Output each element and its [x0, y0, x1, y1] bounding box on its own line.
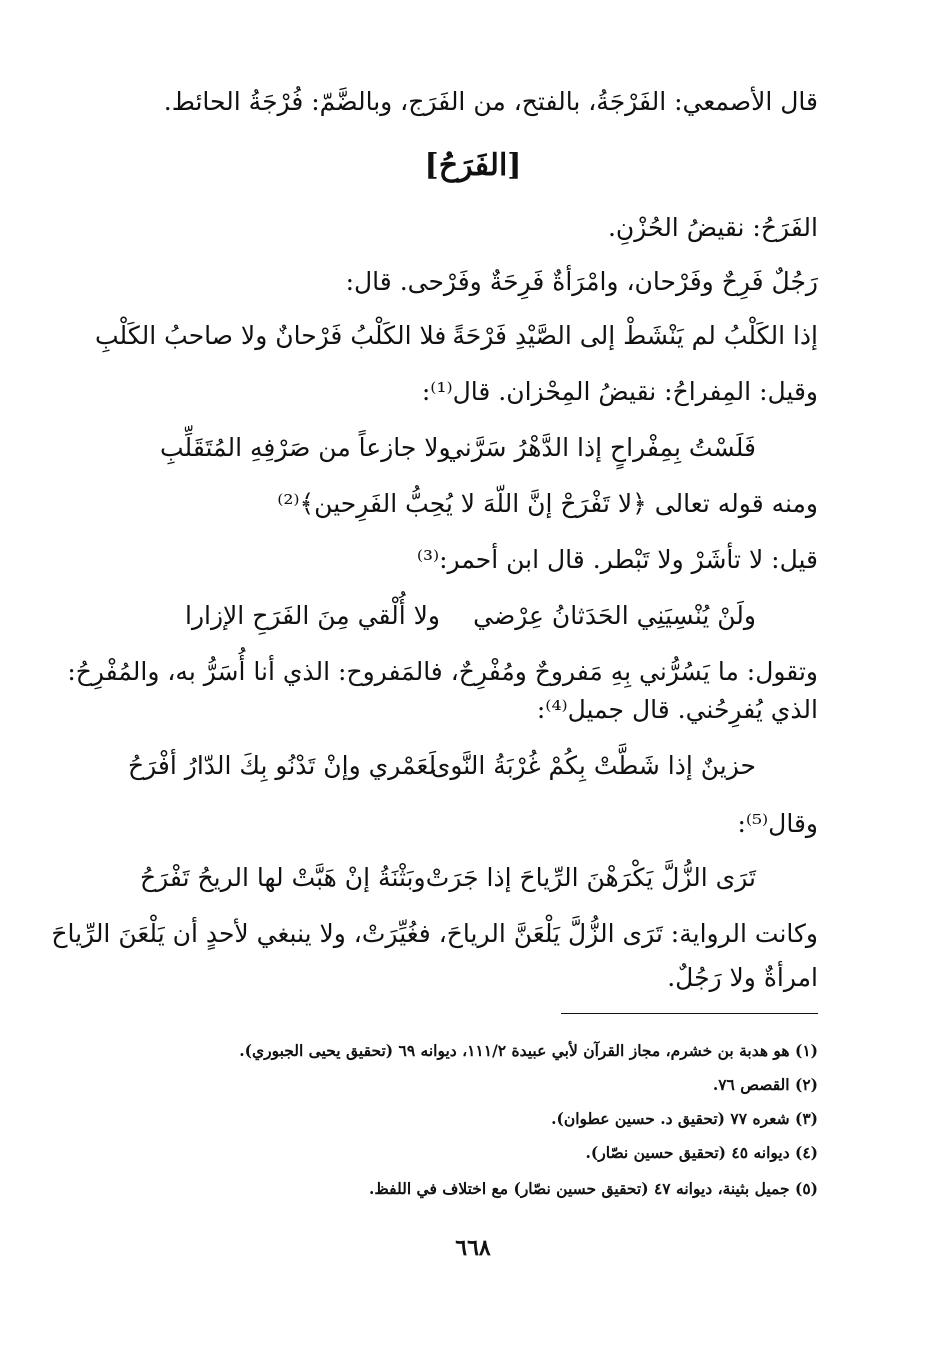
verse-1-second: فلا الكَلْبُ فَرْحانٌ ولا صاحبُ الكَلْبِ	[95, 321, 447, 350]
footnote-3: (٣) شعره ٧٧ (تحقيق د. حسين عطوان).	[551, 1109, 818, 1128]
verse-4-first: حزينٌ إذا شَطَّتْ بِكُمْ غُرْبَةُ النَّوى	[430, 751, 756, 780]
entry-heading: [الفَرَحُ]	[424, 148, 522, 183]
verse-4-second: لَعَمْري وإنْ تَدْنُو بِكَ الدّارُ أفْرَحُ	[128, 751, 437, 780]
text-line-3: وقيل: المِفراحُ: نقيضُ المِحْزان. قال⁽¹⁾:	[421, 377, 818, 406]
footnote-4: (٤) ديوانه ٤٥ (تحقيق حسين نصّار).	[585, 1143, 818, 1162]
verse-5-second: وبَثْنَةُ إنْ هَبَّتْ لها الريحُ تَفْرَحُ	[140, 863, 426, 892]
page-number: ٦٦٨	[455, 1235, 491, 1261]
text-line-1: الفَرَحُ: نقيضُ الحُزْنِ.	[607, 213, 818, 242]
text-line-8a: وكانت الرواية: تَرَى الزُّلَّ يَلْعَنَّ الرياحَ، فغُيِّرَتْ، ولا ينبغي لأحدٍ أن يَلْعَنَ الرِّياحَ	[51, 919, 818, 948]
verse-1-first: إذا الكَلْبُ لم يَنْشَطْ إلى الصَّيْدِ فَرْحَةً	[452, 321, 818, 350]
verse-2-second: ولا جازعاً من صَرْفِهِ المُتَقَلِّبِ	[160, 433, 451, 462]
text-line-2: رَجُلٌ فَرِحٌ وفَرْحان، وامْرَأةٌ فَرِحَةٌ وفَرْحى. قال:	[345, 267, 818, 296]
verse-5-first: تَرَى الزُّلَّ يَكْرَهْنَ الرِّياحَ إذا جَرَتْ	[425, 863, 756, 892]
text-line-6b: الذي يُفرِحُني. قال جميل⁽⁴⁾:	[536, 695, 818, 724]
text-line-4: ومنه قوله تعالى ﴿لا تَفْرَحْ إنَّ اللّهَ لا يُحِبُّ الفَرِحين﴾⁽²⁾	[277, 489, 818, 518]
footnote-5: (٥) جميل بثينة، ديوانه ٤٧ (تحقيق حسين نصّار) مع اختلاف في اللفظ.	[369, 1179, 818, 1198]
verse-3-first: ولَنْ يُنْسِيَنِي الحَدَثانُ عِرْضي	[473, 601, 756, 630]
intro-line: قال الأصمعي: الفَرْجَةُ، بالفتح، من الفَرَج، وبالضَّمّ: فُرْجَةُ الحائط.	[163, 87, 818, 116]
verse-2-first: فَلَسْتُ بِمِفْراحٍ إذا الدَّهْرُ سَرَّني	[443, 433, 756, 462]
verse-3-second: ولا أُلْقي مِنَ الفَرَحِ الإزارا	[185, 601, 440, 630]
footnote-2: (٢) القصص ٧٦.	[712, 1075, 818, 1094]
text-line-8b: امرأةٌ ولا رَجُلٌ.	[667, 963, 818, 992]
text-line-7: وقال⁽⁵⁾:	[737, 809, 818, 838]
text-line-5: قيل: لا تأشَرْ ولا تَبْطر. قال ابن أحمر:⁽³⁾	[416, 545, 818, 574]
footnote-1: (١) هو هدبة بن خشرم، مجاز القرآن لأبي عبيدة ١١١/٢، ديوانه ٦٩ (تحقيق يحيى الجبوري).	[239, 1041, 818, 1060]
footnote-separator	[561, 1013, 818, 1014]
text-line-6a: وتقول: ما يَسُرُّني بِهِ مَفروحٌ ومُفْرِحٌ، فالمَفروح: الذي أنا أُسَرُّ به، والمُفْرِحُ:	[67, 657, 818, 686]
